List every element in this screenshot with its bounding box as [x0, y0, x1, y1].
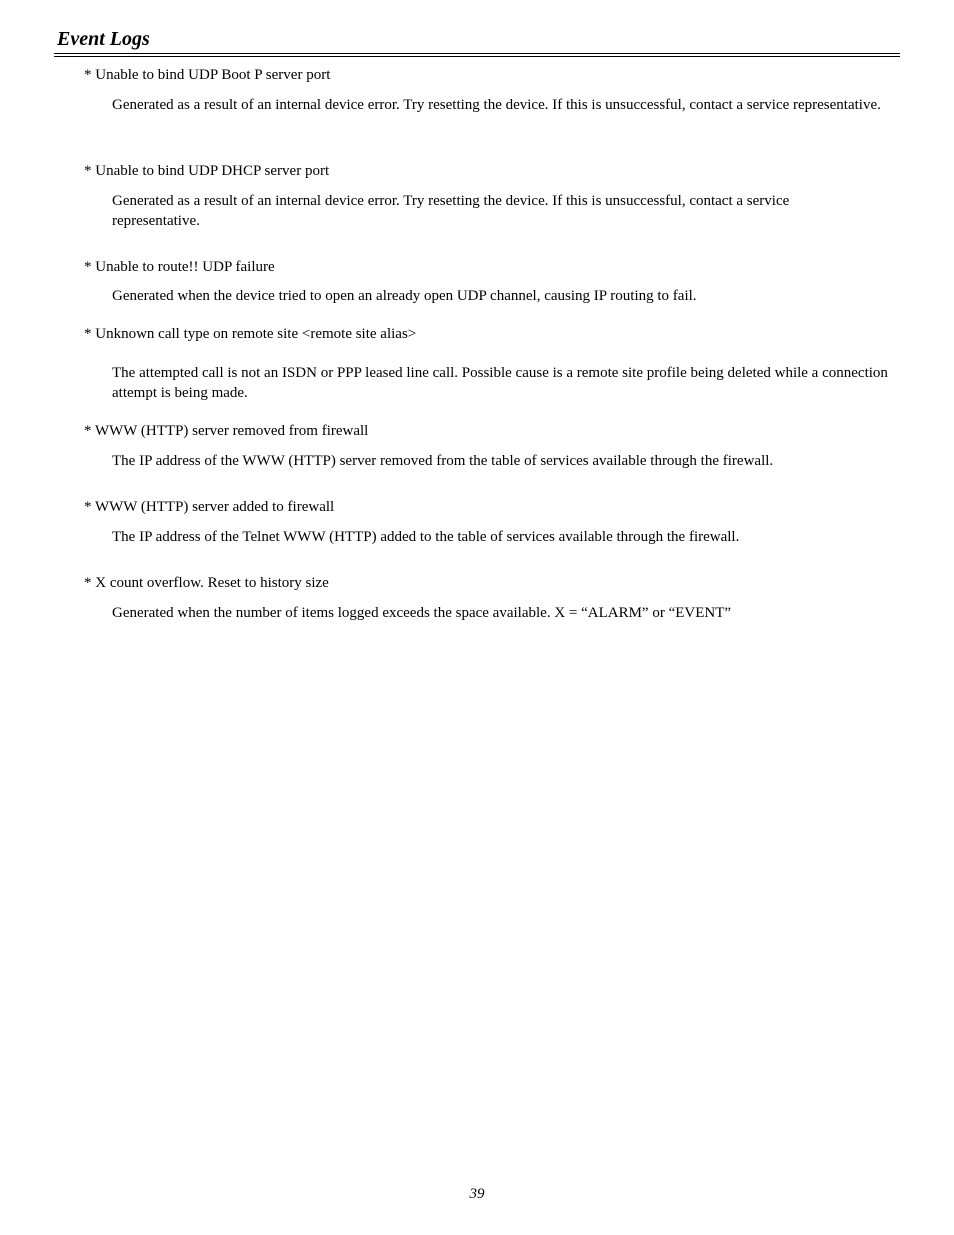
entry-title-dhcp: * Unable to bind UDP DHCP server port — [84, 163, 330, 179]
entry-title-x-count-overflow: * X count overflow. Reset to history size — [84, 575, 329, 591]
page-title: Event Logs — [57, 28, 150, 50]
entry-description-unknown-call-type: The attempted call is not an ISDN or PPP leased line call. Possible cause is a remote site profile being deleted while a connection attempt is being made. — [112, 365, 888, 401]
entry-description-x-count-overflow: Generated when the number of items logged exceeds the space available. X = “ALARM” or “EVENT” — [112, 605, 732, 621]
page-number: 39 — [469, 1186, 485, 1202]
header-rule-top — [54, 53, 900, 54]
entry-description-www-added: The IP address of the Telnet WWW (HTTP) added to the table of services available through the firewall. — [112, 529, 740, 545]
entry-description-udp-failure: Generated when the device tried to open an already open UDP channel, causing IP routing to fail. — [112, 288, 697, 304]
entry-title-www-added: * WWW (HTTP) server added to firewall — [84, 499, 335, 515]
entry-description-www-removed: The IP address of the WWW (HTTP) server removed from the table of services available through the firewall. — [112, 453, 774, 469]
entry-description-boot-p: Generated as a result of an internal device error. Try resetting the device. If this is unsuccessful, contact a service representative. — [112, 97, 881, 113]
entry-title-udp-failure: * Unable to route!! UDP failure — [84, 259, 275, 275]
header-rule-bottom — [54, 56, 900, 57]
entry-description-dhcp: Generated as a result of an internal device error. Try resetting the device. If this is unsuccessful, contact a service representative. — [112, 193, 790, 229]
entry-title-unknown-call-type: * Unknown call type on remote site <remote site alias> — [84, 326, 417, 342]
entry-title-www-removed: * WWW (HTTP) server removed from firewall — [84, 423, 369, 439]
entry-title-boot-p: * Unable to bind UDP Boot P server port — [84, 67, 331, 83]
